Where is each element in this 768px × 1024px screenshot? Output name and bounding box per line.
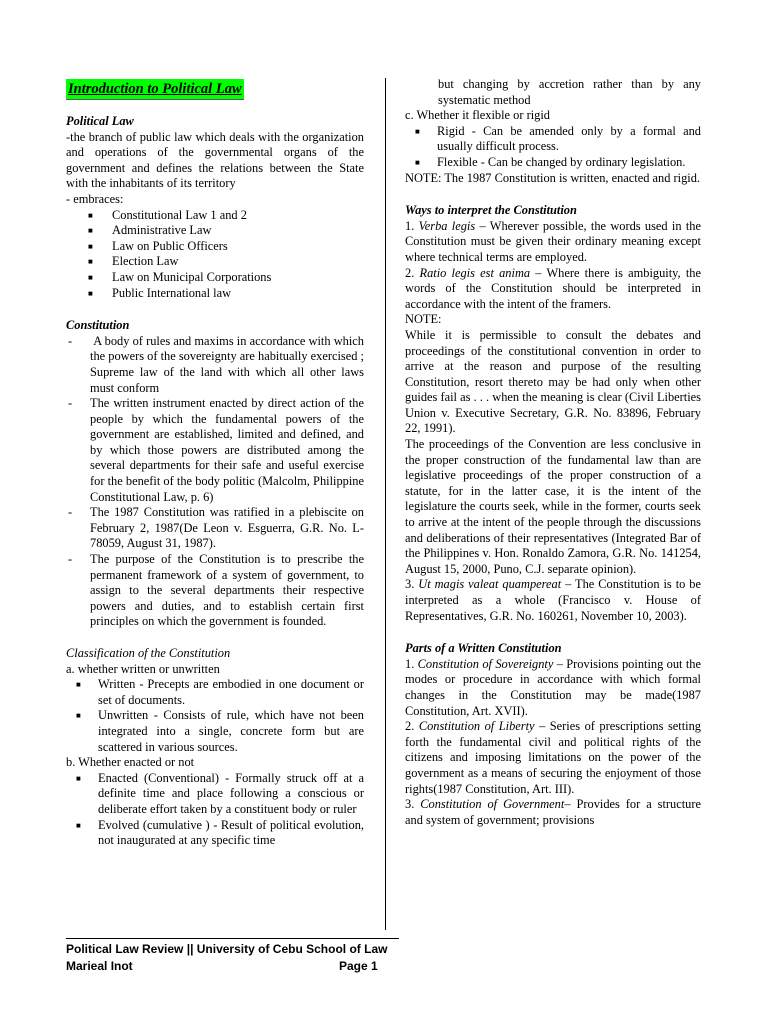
- list-item: ■ Flexible - Can be changed by ordinary legislation.: [415, 154, 686, 169]
- list-item: ■ Rigid - Can be amended only by a formal and usually difficult process.: [415, 123, 701, 154]
- classification-c-label: c. Whether it flexible or rigid: [405, 108, 550, 123]
- list-item: ■ Election Law: [88, 254, 179, 269]
- parts-heading: Parts of a Written Constitution: [405, 641, 562, 656]
- bullet-square-icon: ■: [76, 773, 81, 783]
- right-column: [405, 77, 701, 828]
- bullet-square-icon: ■: [88, 288, 93, 298]
- list-item: ■ Constitutional Law 1 and 2: [88, 207, 247, 222]
- list-item: ■ Public International law: [88, 285, 232, 300]
- list-item: ■ Unwritten - Consists of rule, which have not been integrated into a single, concrete form but are scattered in various sources.: [76, 708, 364, 754]
- list-item: - A body of rules and maxims in accordance with which the powers of the sovereignty are habitually exercised ; Supreme law of the land with which all other laws must conform: [68, 333, 364, 395]
- document-title: Introduction to Political Law: [66, 79, 244, 100]
- list-item: ■ Written - Precepts are embodied in one document or set of documents.: [76, 677, 364, 707]
- embraces-label: - embraces:: [66, 191, 124, 206]
- classification-heading: Classification of the Constitution: [66, 646, 231, 660]
- interpret-item-2: 2. Ratio legis est anima – Where there is ambiguity, the words of the Constitution should be interpreted in accordance with the intent of the framers.: [405, 265, 701, 311]
- list-item: - The 1987 Constitution was ratified in a plebiscite on February 2, 1987(De Leon v. Esguerra, G.R. No. L-78059, August 31, 1987).: [68, 505, 364, 551]
- list-item: ■ Administrative Law: [88, 223, 212, 238]
- column-divider: [385, 78, 386, 930]
- bullet-square-icon: ■: [88, 257, 93, 267]
- political-law-definition: -the branch of public law which deals with the organization and operations of the governmental organs of the government and defines the relations between the State with the inhabitants of its territory: [66, 129, 364, 191]
- interpret-note-paragraph-2: The proceedings of the Convention are less conclusive in the proper construction of the fundamental law than are legislative proceedings of the proper construction of a statute, for in the latter case, it is the intent of the legislature the courts seek, while in the former, courts seek to arrive at the intent of the people through the discussions and deliberations of their representatives (Integrated Bar of the Philippines v. Hon. Ronaldo Zamora, G.R. No. 141254, August 15, 2000, Puno, C.J. separate opinion).: [405, 437, 701, 576]
- bullet-square-icon: ■: [88, 210, 93, 220]
- page-footer: [66, 938, 399, 975]
- classification-c-list: [405, 124, 701, 171]
- list-item: ■ Law on Municipal Corporations: [88, 269, 272, 284]
- bullet-square-icon: ■: [88, 272, 93, 282]
- footer-author: Marieal Inot: [66, 959, 133, 973]
- footer-row: [66, 958, 399, 975]
- list-item: ■ Evolved (cumulative ) - Result of political evolution, not inaugurated at any specific time: [76, 817, 364, 848]
- embraces-list: [66, 208, 364, 302]
- constitution-definitions: [66, 334, 364, 630]
- bullet-square-icon: ■: [415, 157, 420, 167]
- classification-note: NOTE: The 1987 Constitution is written, enacted and rigid.: [405, 170, 701, 185]
- bullet-square-icon: ■: [76, 820, 81, 830]
- bullet-square-icon: ■: [88, 241, 93, 251]
- constitution-heading: Constitution: [66, 318, 130, 333]
- list-item: - The written instrument enacted by direct action of the people by which the fundamental powers of the government are established, limited and defined, and by which those powers are distributed among the several departments for their safe and useful exercise for the benefit of the body politic (Malcolm, Philippine Constitutional Law, p. 6): [68, 396, 364, 504]
- classification-a-label: a. whether written or unwritten: [66, 661, 220, 676]
- classification-b-label: b. Whether enacted or not: [66, 755, 195, 770]
- bullet-square-icon: ■: [88, 226, 93, 236]
- bullet-square-icon: ■: [415, 126, 420, 136]
- left-column: [66, 76, 364, 849]
- list-item: ■ Law on Public Officers: [88, 238, 228, 253]
- footer-title: Political Law Review || University of Cebu School of Law: [66, 942, 388, 956]
- classification-b-continuation: but changing by accretion rather than by any systematic method: [438, 77, 701, 107]
- interpret-note-paragraph-1: While it is permissible to consult the debates and proceedings of the constitutional convention in order to arrive at the reason and purpose of the resulting Constitution, resort thereto may be had only when other guides fail as . . . when the meaning is clear (Civil Liberties Union v. Executive Secretary, G.R. No. 83896, February 22, 1991).: [405, 327, 701, 436]
- list-item: - The purpose of the Constitution is to prescribe the permanent framework of a system of government, to assign to the several departments their respective powers and duties, and to establish certain first principles on which the government is founded.: [68, 552, 364, 629]
- bullet-square-icon: ■: [76, 680, 81, 690]
- classification-a-list: [66, 677, 364, 755]
- page-number: Page 1: [339, 959, 378, 973]
- bullet-square-icon: ■: [76, 711, 81, 721]
- interpret-item-1: 1. Verba legis – Wherever possible, the words used in the Constitution must be given their ordinary meaning except where technical terms are employed.: [405, 218, 701, 264]
- parts-item-2: 2. Constitution of Liberty – Series of prescriptions setting forth the fundamental civil and political rights of the citizens and imposing limitations on the power of the government as a means of securing the enjoyment of those rights(1987 Constitution, Art. III).: [405, 719, 701, 796]
- political-law-heading: Political Law: [66, 114, 134, 128]
- interpret-item-3: 3. Ut magis valeat quampereat – The Constitution is to be interpreted as a whole (Francisco v. House of Representatives, G.R. No. 160261, November 10, 2003).: [405, 577, 701, 623]
- interpret-heading: Ways to interpret the Constitution: [405, 203, 577, 218]
- parts-item-3: 3. Constitution of Government– Provides for a structure and system of government; provisions: [405, 797, 701, 827]
- classification-b-list: [66, 771, 364, 849]
- parts-item-1: 1. Constitution of Sovereignty – Provisions pointing out the modes or procedure in accordance with which formal changes in the Constitution may be made(1987 Constitution, Art. XVII).: [405, 656, 701, 718]
- list-item: ■ Enacted (Conventional) - Formally struck off at a definite time and place following a conscious or deliberate effort taken by a constituent body or ruler: [76, 770, 364, 816]
- interpret-note-label: NOTE:: [405, 312, 442, 327]
